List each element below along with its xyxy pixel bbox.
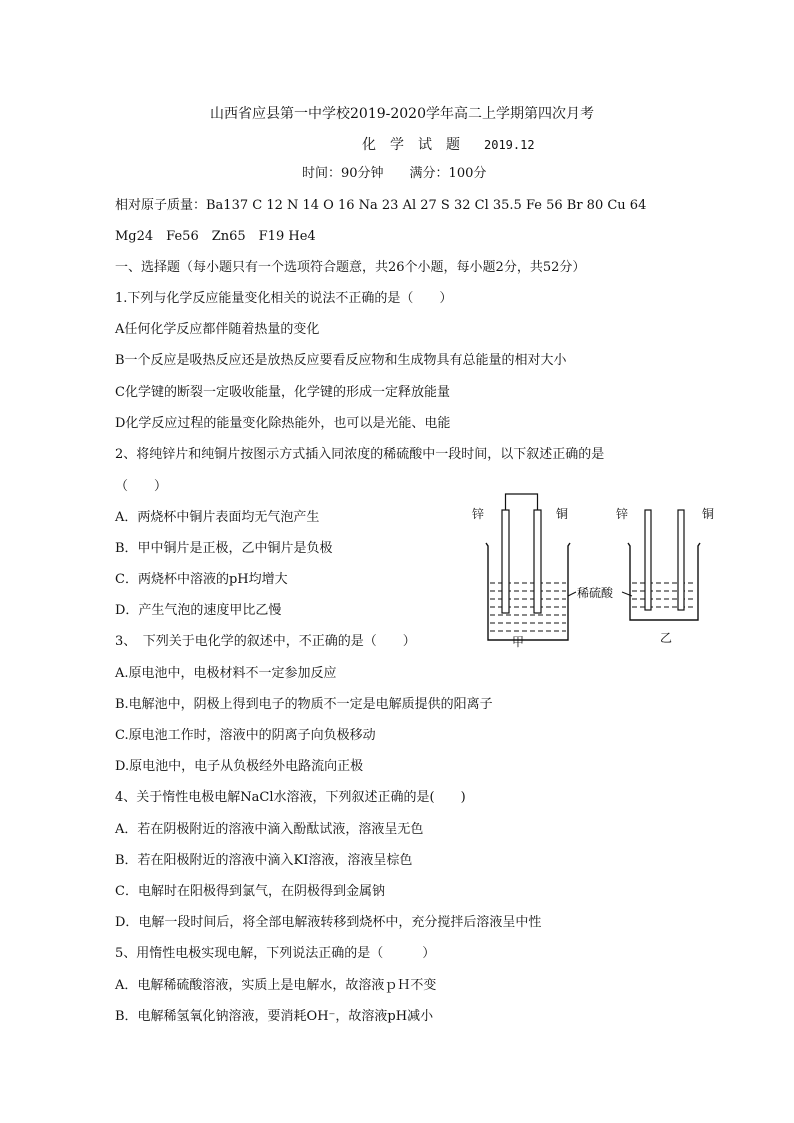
- question-3-stem: 3、 下列关于电化学的叙述中，不正确的是（ ）: [115, 634, 416, 649]
- beaker-yi: [628, 510, 700, 620]
- question-2-option-d: D．产生气泡的速度甲比乙慢: [115, 603, 282, 618]
- question-3-option-a: A.原电池中，电极材料不一定参加反应: [115, 666, 337, 681]
- question-1-stem: 1.下列与化学反应能量变化相关的说法不正确的是（ ）: [115, 291, 453, 306]
- question-3-option-c: C.原电池工作时，溶液中的阴离子向负极移动: [115, 728, 376, 743]
- galvanic-cells-figure: [464, 488, 744, 653]
- question-2-option-c: C．两烧杯中溶液的pH均增大: [115, 572, 288, 587]
- question-1-option-a: A任何化学反应都伴随着热量的变化: [115, 322, 320, 337]
- label-jia: 甲: [512, 635, 525, 649]
- atomic-masses-line2: Mg24 Fe56 Zn65 F19 He4: [115, 229, 316, 244]
- exam-title: 山西省应县第一中学校2019-2020学年高二上学期第四次月考: [210, 106, 594, 122]
- label-yi: 乙: [660, 631, 673, 645]
- atomic-masses-line1: 相对原子质量：Ba137 C 12 N 14 O 16 Na 23 Al 27 S 32 Cl 35.5 Fe 56 Br 80 Cu 64: [115, 198, 647, 213]
- question-4-stem: 4、关于惰性电极电解NaCl水溶液，下列叙述正确的是( ): [115, 790, 466, 805]
- question-3-option-b: B.电解池中，阴极上得到电子的物质不一定是电解质提供的阳离子: [115, 697, 493, 712]
- question-1-option-b: B一个反应是吸热反应还是放热反应要看反应物和生成物具有总能量的相对大小: [115, 353, 567, 368]
- question-2-option-b: B．甲中铜片是正极，乙中铜片是负极: [115, 541, 333, 556]
- question-4-option-b: B．若在阳极附近的溶液中滴入KI溶液，溶液呈棕色: [115, 853, 413, 868]
- question-5-stem: 5、用惰性电极实现电解，下列说法正确的是（ ）: [115, 946, 436, 961]
- time-limit: 时间：90分钟 满分：100分: [302, 166, 487, 181]
- exam-date: 2019.12: [484, 138, 535, 152]
- question-1-option-c: C化学键的断裂一定吸收能量，化学键的形成一定释放能量: [115, 385, 450, 400]
- question-2-stem-cont: （ ）: [115, 479, 168, 494]
- label-zinc-right: 锌: [616, 507, 629, 521]
- question-3-option-d: D.原电池中，电子从负极经外电路流向正极: [115, 759, 364, 774]
- question-1-option-d: D化学反应过程的能量变化除热能外，也可以是光能、电能: [115, 416, 451, 431]
- label-zinc-left: 锌: [472, 507, 485, 521]
- subject-title: 化 学 试 题: [362, 137, 460, 153]
- question-5-option-b: B．电解稀氢氧化钠溶液，要消耗OH⁻，故溶液pH减小: [115, 1009, 434, 1024]
- question-2-option-a: A．两烧杯中铜片表面均无气泡产生: [115, 510, 320, 525]
- question-4-option-a: A．若在阴极附近的溶液中滴入酚酞试液，溶液呈无色: [115, 822, 424, 837]
- question-4-option-d: D．电解一段时间后，将全部电解液转移到烧杯中，充分搅拌后溶液呈中性: [115, 915, 542, 930]
- label-dilute-sulfuric-acid: 稀硫酸: [577, 586, 614, 600]
- label-copper-left: 铜: [556, 507, 569, 521]
- question-4-option-c: C．电解时在阳极得到氯气，在阴极得到金属钠: [115, 884, 385, 899]
- question-5-option-a: A．电解稀硫酸溶液，实质上是电解水，故溶液ｐＨ不变: [115, 978, 437, 993]
- label-copper-right: 铜: [702, 507, 715, 521]
- section-heading: 一、选择题（每小题只有一个选项符合题意，共26个小题，每小题2分，共52分）: [115, 260, 586, 275]
- question-2-stem: 2、将纯锌片和纯铜片按图示方式插入同浓度的稀硫酸中一段时间，以下叙述正确的是: [115, 447, 605, 462]
